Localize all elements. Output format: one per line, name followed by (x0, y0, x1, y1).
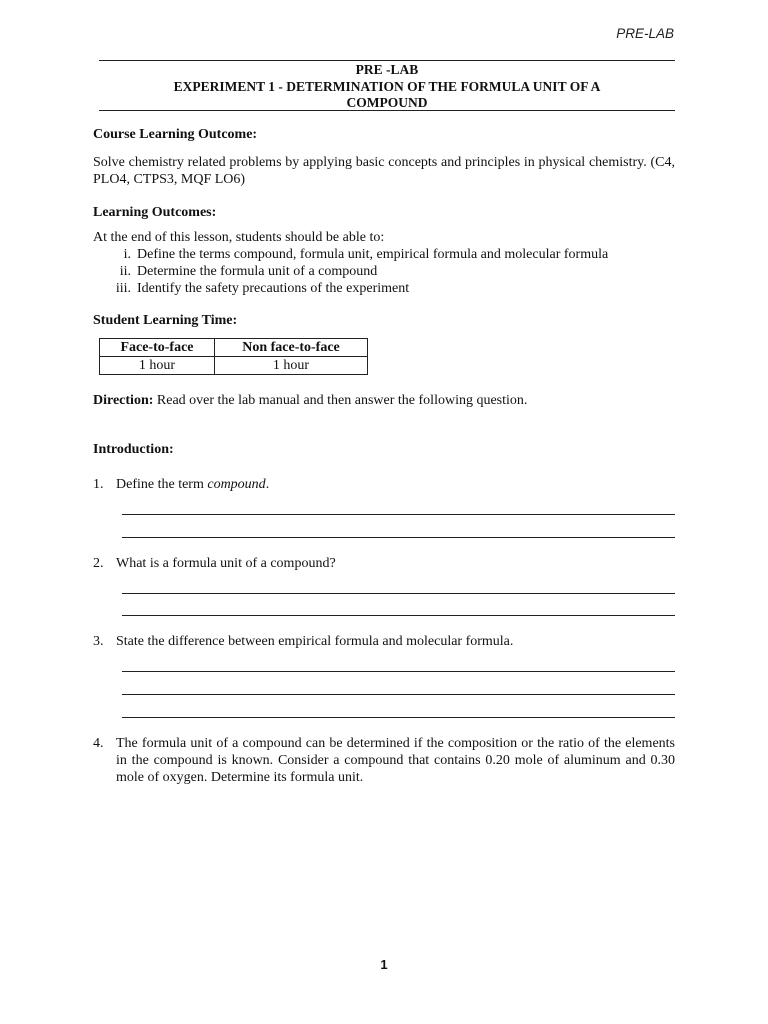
direction-text (93, 392, 675, 409)
answer-line[interactable] (122, 694, 675, 695)
question-text: The formula unit of a compound can be determined if the composition or the ratio of the elements in the compound is known. Consider a compound that contains 0.20 mole of aluminum and 0.30 mole of oxygen. Determine its formula unit. (116, 736, 675, 785)
answer-line[interactable] (122, 593, 675, 594)
question-1 (93, 476, 675, 493)
answer-line[interactable] (122, 537, 675, 538)
course-outcome-text: Solve chemistry related problems by applying basic concepts and principles in physical chemistry. (C4, PLO4, CTPS3, MQF LO6) (93, 155, 675, 187)
column-header-non-face-to-face: Non face-to-face (214, 339, 367, 357)
introduction-heading: Introduction: (93, 442, 174, 457)
learning-time-table (99, 338, 368, 375)
question-number: 3. (93, 634, 104, 649)
table-header-row (100, 339, 368, 357)
learning-outcomes-list (93, 246, 693, 297)
answer-line[interactable] (122, 671, 675, 672)
title-line-2: EXPERIMENT 1 - DETERMINATION OF THE FORMULA UNIT OF A (173, 78, 601, 94)
direction-body: Read over the lab manual and then answer the following question. (153, 393, 528, 408)
list-item-number: iii. (115, 281, 131, 296)
learning-outcomes-heading: Learning Outcomes: (93, 205, 217, 220)
question-number: 2. (93, 556, 104, 571)
cell-face-to-face-hours: 1 hour (100, 357, 215, 375)
question-2 (93, 555, 675, 572)
question-3 (93, 633, 675, 650)
list-item-number: i. (123, 247, 131, 262)
question-text (116, 476, 675, 493)
learning-outcomes-intro: At the end of this lesson, students should be able to: (93, 230, 385, 245)
question-number: 1. (93, 477, 104, 492)
list-item-text: Identify the safety precautions of the experiment (137, 281, 410, 296)
answer-line[interactable] (122, 717, 675, 718)
title-line-1: PRE -LAB (355, 62, 419, 77)
list-item-text: Determine the formula unit of a compound (137, 264, 378, 279)
list-item-text: Define the terms compound, formula unit, empirical formula and molecular formula (137, 247, 609, 262)
question-text: What is a formula unit of a compound? (116, 556, 336, 571)
question-emphasis: compound (207, 477, 266, 492)
title-block (99, 60, 675, 111)
list-item (93, 246, 693, 263)
question-text-part: . (265, 477, 270, 492)
question-text: State the difference between empirical formula and molecular formula. (116, 634, 514, 649)
list-item (93, 263, 693, 280)
list-item (93, 280, 693, 297)
column-header-face-to-face: Face-to-face (100, 339, 215, 357)
running-header: PRE-LAB (616, 26, 674, 41)
answer-line[interactable] (122, 514, 675, 515)
course-outcome-heading: Course Learning Outcome: (93, 127, 258, 142)
question-text-part: Define the term (116, 477, 208, 492)
question-number: 4. (93, 736, 104, 751)
answer-line[interactable] (122, 615, 675, 616)
table-row (100, 357, 368, 375)
learning-time-heading: Student Learning Time: (93, 313, 238, 328)
list-item-number: ii. (119, 264, 131, 279)
cell-non-face-to-face-hours: 1 hour (214, 357, 367, 375)
question-4 (93, 735, 675, 786)
direction-label: Direction: (93, 393, 154, 408)
title-line-3: COMPOUND (346, 95, 428, 110)
page-number: 1 (380, 957, 388, 972)
